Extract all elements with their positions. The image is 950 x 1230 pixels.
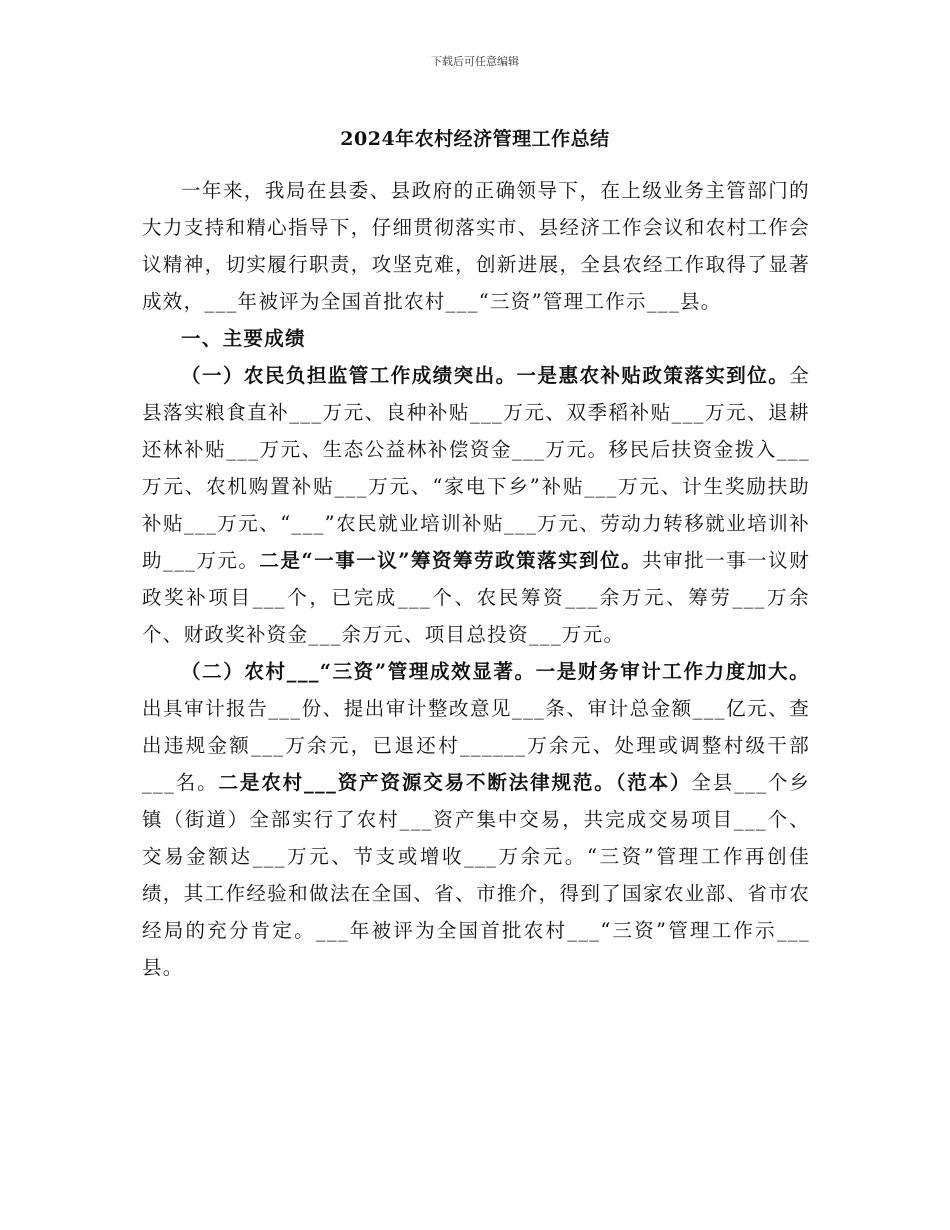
paragraph-text: 全县___个乡镇（街道）全部实行了农村___资产集中交易，共完成交易项目___个、交易金额达___万元、节支或增收___万余元。“三资”管理工作再创佳绩，其工作经验和做法在全国、省、市推介，得到了国家农业部、省市农经局的充分肯定。___年被评为全国首批农村___“三资”管理工作示___县。 xyxy=(142,771,810,979)
bold-lead: 二是农村___资产资源交易不断法律规范。（范本） xyxy=(218,771,692,794)
section-heading: 一、主要成绩 xyxy=(181,327,306,350)
bold-lead: （一）农民负担监管工作成绩突出。一是惠农补贴政策落实到位。 xyxy=(181,364,790,387)
paragraph-three-assets xyxy=(142,653,810,986)
bold-lead: 二是“一事一议”筹资筹劳政策落实到位。 xyxy=(259,549,643,572)
document-body xyxy=(142,172,810,986)
paragraph-text: 共审批一事一议财政奖补项目___个，已完成___个、农民筹资___余万元、筹劳___万余个、财政奖补资金___余万元、项目总投资___万元。 xyxy=(142,549,810,646)
intro-paragraph: 一年来，我局在县委、县政府的正确领导下，在上级业务主管部门的大力支持和精心指导下，仔细贯彻落实市、县经济工作会议和农村工作会议精神，切实履行职责，攻坚克难，创新进展，全县农经工作取得了显著成效，___年被评为全国首批农村___“三资”管理工作示___县。 xyxy=(142,179,810,313)
bold-lead: （二）农村___“三资”管理成效显著。一是财务审计工作力度加大。 xyxy=(181,660,810,683)
paragraph-text: 出具审计报告___份、提出审计整改意见___条、审计总金额___亿元、查出违规金额___万余元，已退还村______万余元、处理或调整村级干部___名。 xyxy=(142,697,810,794)
paragraph-text: 全县落实粮食直补___万元、良种补贴___万元、双季稻补贴___万元、退耕还林补贴___万元、生态公益林补偿资金___万元。移民后扶资金拨入___万元、农机购置补贴___万元、“家电下乡”补贴___万元、计生奖励扶助补贴___万元、“___”农民就业培训补贴___万元、劳动力转移就业培训补助___万元。 xyxy=(142,364,810,572)
document-title: 2024年农村经济管理工作总结 xyxy=(340,128,610,150)
paragraph-farmer-burden xyxy=(142,357,810,653)
header-note: 下载后可任意编辑 xyxy=(431,55,519,68)
